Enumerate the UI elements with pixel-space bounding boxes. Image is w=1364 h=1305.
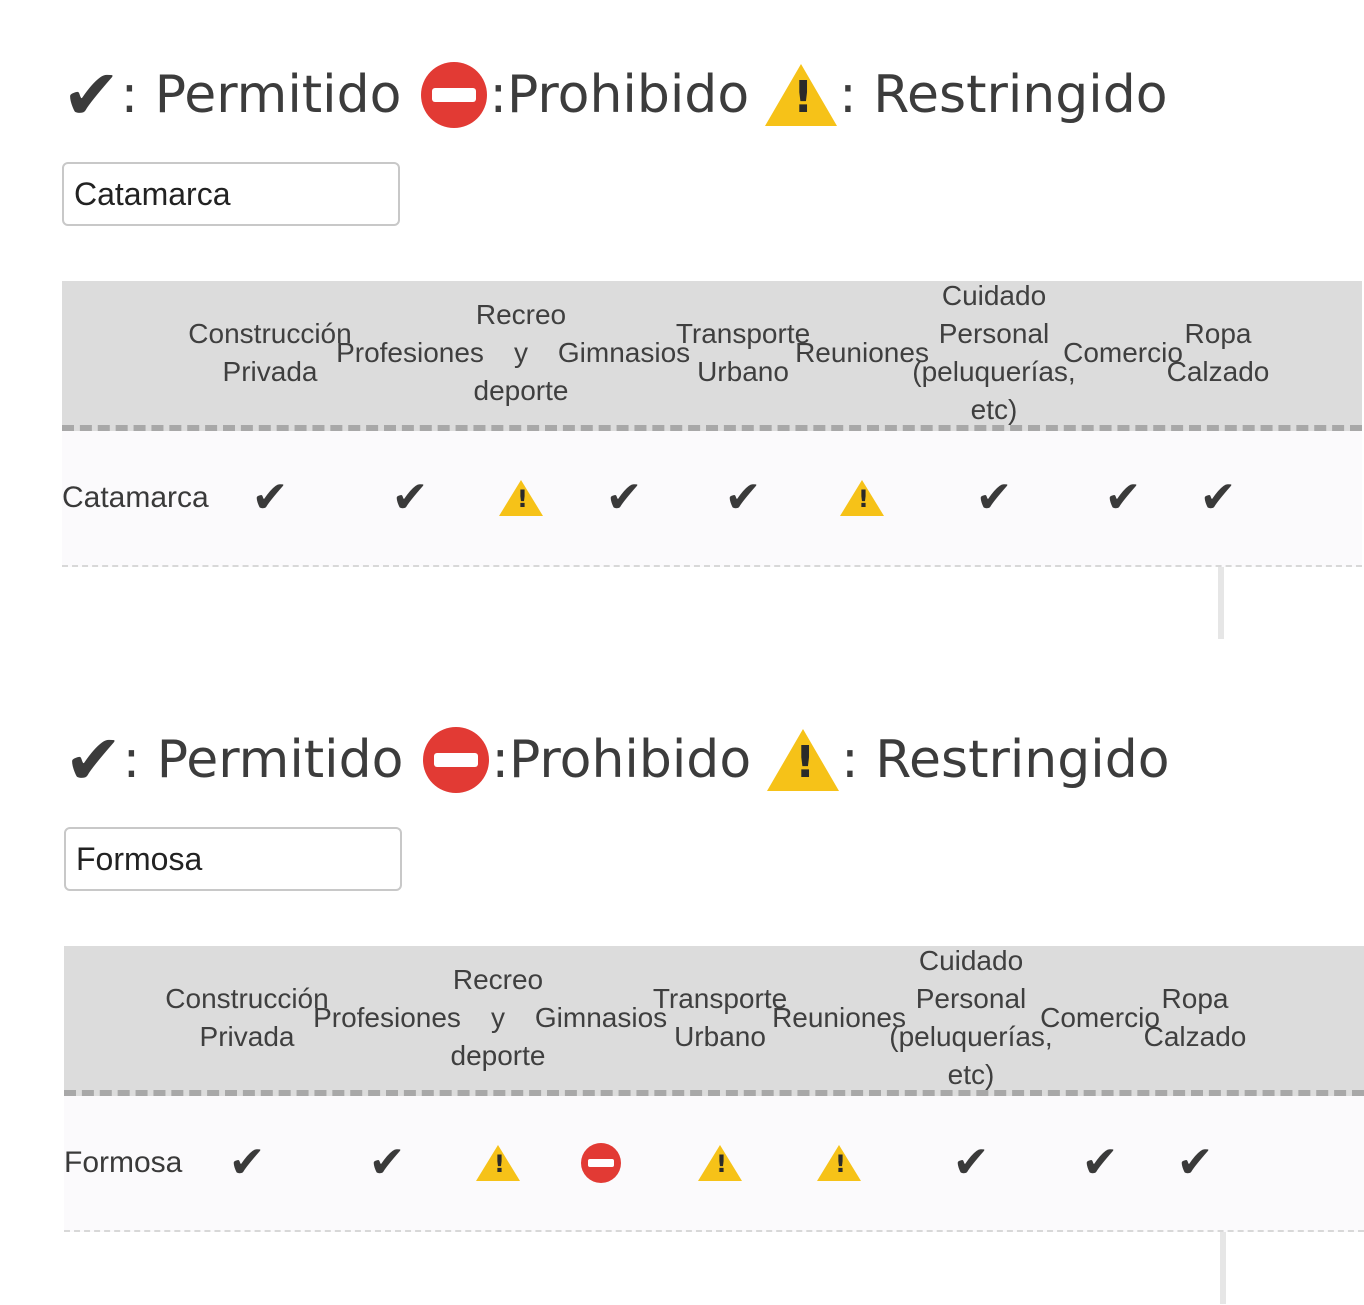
- warning-icon: [817, 1145, 861, 1181]
- no-entry-icon: [423, 727, 489, 793]
- status-cell: [683, 431, 803, 565]
- check-icon: ✔: [1199, 472, 1237, 523]
- check-icon: ✔: [724, 472, 762, 523]
- column-header-recreo: Recreo y deporte: [473, 299, 569, 406]
- check-icon: ✔: [1176, 1137, 1214, 1188]
- status-cell: [565, 431, 683, 565]
- warning-icon: [499, 480, 543, 516]
- legend-allowed-label: : Permitido: [120, 65, 402, 125]
- column-header-reuniones: Reuniones: [795, 337, 929, 368]
- province-select[interactable]: [62, 162, 400, 226]
- status-cell: [921, 431, 1067, 565]
- status-legend: [62, 54, 1168, 136]
- legend-prohibited-label: :Prohibido: [491, 730, 752, 790]
- restrictions-table[interactable]: [62, 280, 1270, 639]
- check-icon: ✔: [251, 472, 289, 523]
- column-header-construccion: Construcción Privada: [188, 318, 352, 387]
- row-label: Catamarca: [62, 481, 209, 514]
- table-row: [64, 1096, 1364, 1232]
- legend-allowed-label: : Permitido: [122, 730, 404, 790]
- check-icon: ✔: [605, 472, 643, 523]
- status-cell: [197, 431, 343, 565]
- legend-restricted-label: : Restringido: [839, 65, 1168, 125]
- column-header-reuniones: Reuniones: [772, 1002, 906, 1033]
- status-cell: [174, 1096, 320, 1230]
- column-header-transporte: Transporte Urbano: [652, 983, 788, 1052]
- check-icon: ✔: [391, 472, 429, 523]
- province-select-value: Catamarca: [74, 175, 231, 212]
- status-cell: [542, 1096, 660, 1230]
- status-cell: [803, 431, 921, 565]
- check-icon: ✔: [1081, 1137, 1119, 1188]
- column-header-profesiones: Profesiones: [313, 1002, 461, 1033]
- warning-icon: [698, 1145, 742, 1181]
- no-entry-icon: [421, 62, 487, 128]
- status-cell: [343, 431, 477, 565]
- column-header-construccion: Construcción Privada: [165, 983, 329, 1052]
- status-cell: [1179, 431, 1257, 565]
- column-header-transporte: Transporte Urbano: [675, 318, 811, 387]
- status-cell: [454, 1096, 542, 1230]
- status-cell: [1067, 431, 1179, 565]
- column-header-cuidado-personal: Cuidado Personal (peluquerías, etc): [889, 945, 1053, 1090]
- restrictions-panel-formosa: [2, 665, 1282, 1305]
- table-header: [62, 281, 1362, 431]
- row-label: Formosa: [64, 1146, 183, 1179]
- column-header-ropa-calzado: Ropa Calzado: [1143, 983, 1247, 1052]
- warning-icon: [476, 1145, 520, 1181]
- status-cell: [660, 1096, 780, 1230]
- province-select-value: Formosa: [76, 840, 203, 877]
- status-cell: [1044, 1096, 1156, 1230]
- status-cell: [320, 1096, 454, 1230]
- column-header-recreo: Recreo y deporte: [450, 964, 546, 1071]
- status-legend: [64, 719, 1170, 801]
- legend-prohibited-label: :Prohibido: [489, 65, 750, 125]
- warning-icon: [767, 729, 839, 791]
- column-header-ropa-calzado: Ropa Calzado: [1166, 318, 1270, 387]
- status-cell: [898, 1096, 1044, 1230]
- column-header-comercio: Comercio: [1040, 1002, 1160, 1033]
- check-icon: ✔: [228, 1137, 266, 1188]
- table-row: [62, 431, 1362, 567]
- restrictions-panel-catamarca: [0, 0, 1280, 640]
- check-icon: ✔: [368, 1137, 406, 1188]
- check-icon: ✔: [952, 1137, 990, 1188]
- legend-restricted-label: : Restringido: [841, 730, 1170, 790]
- status-cell: [1156, 1096, 1234, 1230]
- check-icon: ✔: [1104, 472, 1142, 523]
- restrictions-table[interactable]: [64, 945, 1247, 1304]
- check-icon: ✔: [62, 54, 121, 136]
- column-header-gimnasios: Gimnasios: [534, 1002, 668, 1033]
- status-cell: [780, 1096, 898, 1230]
- province-select[interactable]: [64, 827, 402, 891]
- warning-icon: [765, 64, 837, 126]
- column-header-profesiones: Profesiones: [336, 337, 484, 368]
- status-cell: [477, 431, 565, 565]
- column-header-gimnasios: Gimnasios: [557, 337, 691, 368]
- table-header: [64, 946, 1364, 1096]
- check-icon: ✔: [64, 719, 123, 801]
- warning-icon: [840, 480, 884, 516]
- column-header-comercio: Comercio: [1063, 337, 1183, 368]
- no-entry-icon: [581, 1143, 621, 1183]
- check-icon: ✔: [975, 472, 1013, 523]
- column-header-cuidado-personal: Cuidado Personal (peluquerías, etc): [912, 280, 1076, 425]
